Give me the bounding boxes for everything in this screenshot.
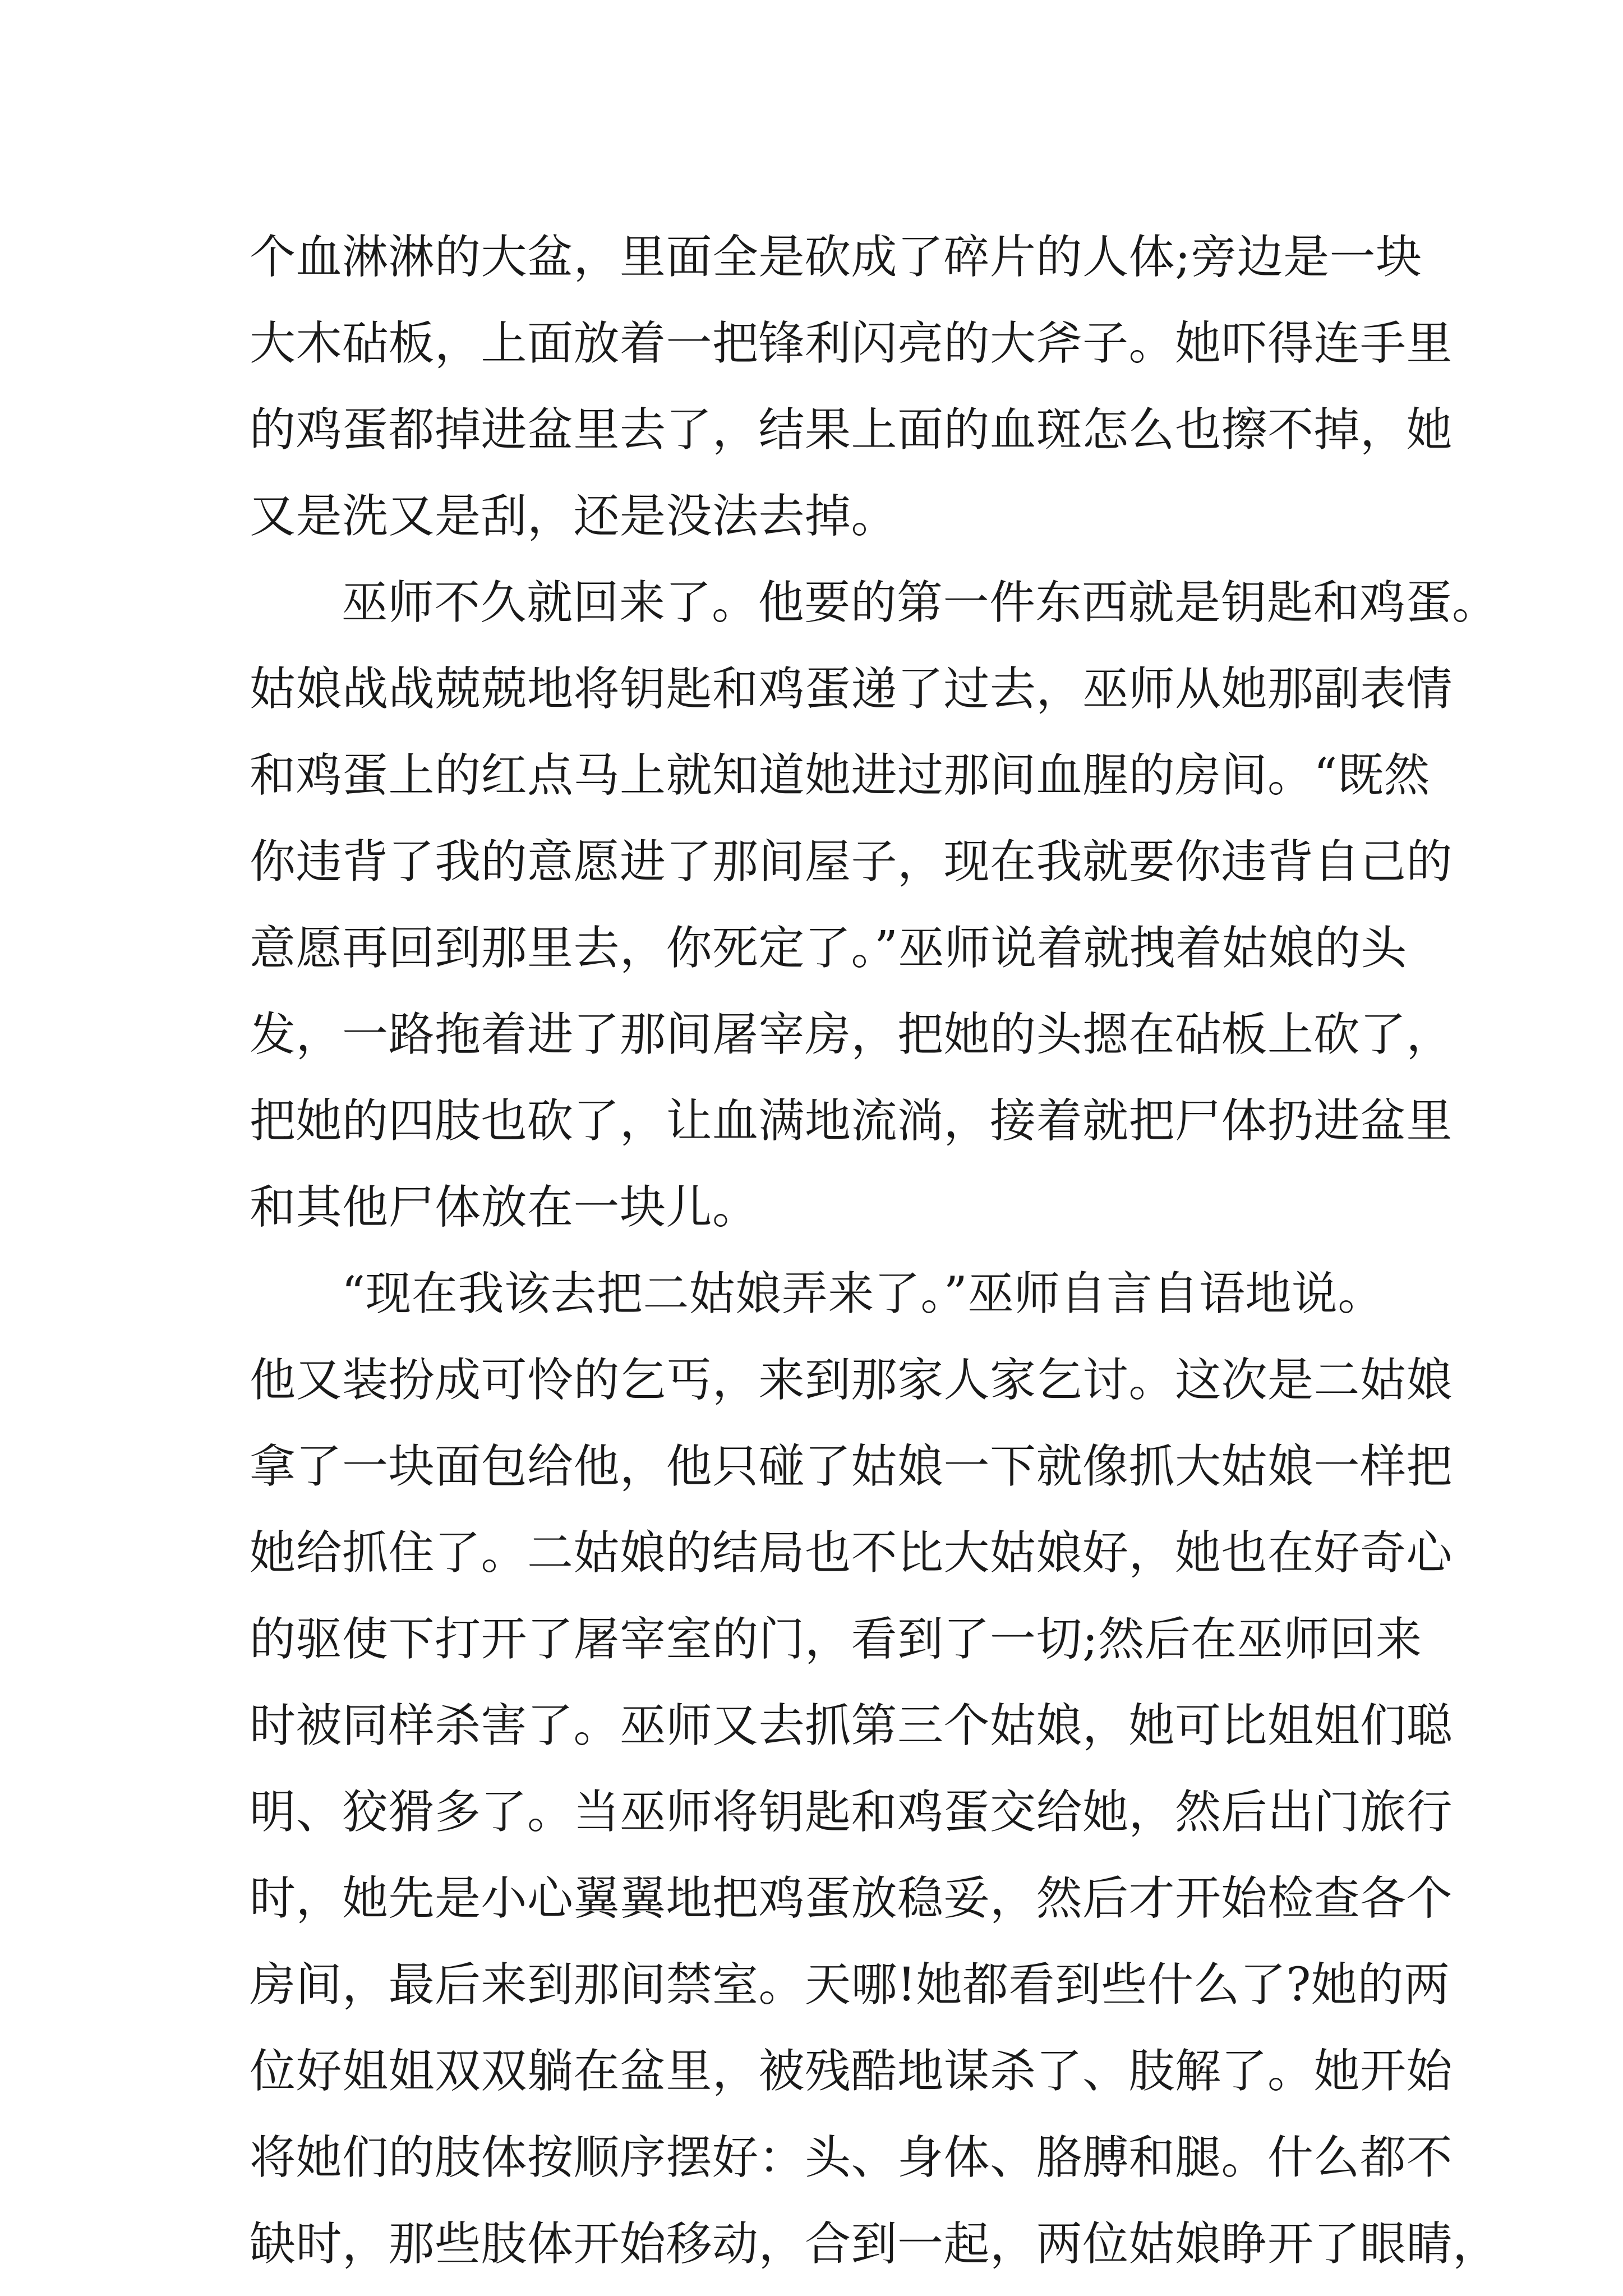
text-line: 和其他尸体放在一块儿。 (250, 1181, 759, 1234)
text-line: 位好姐姐双双躺在盆里，被残酷地谋杀了、肢解了。她开始 (250, 2045, 1453, 2098)
text-line: 时，她先是小心翼翼地把鸡蛋放稳妥，然后才开始检查各个 (250, 1872, 1453, 1925)
text-line: 又是洗又是刮，还是没法去掉。 (250, 490, 898, 543)
text-line: 时被同样杀害了。巫师又去抓第三个姑娘，她可比姐姐们聪 (250, 1699, 1453, 1752)
text-line: 缺时，那些肢体开始移动，合到一起，两位姑娘睁开了眼睛， (250, 2217, 1499, 2271)
text-line: 你违背了我的意愿进了那间屋子，现在我就要你违背自己的 (250, 835, 1453, 889)
paragraph-first-line: “现在我该去把二姑娘弄来了。”巫师自言自语地说。 (342, 1267, 1384, 1320)
paragraph-first-line: 巫师不久就回来了。他要的第一件东西就是钥匙和鸡蛋。 (342, 576, 1498, 629)
text-line: 发，一路拖着进了那间屠宰房，把她的头摁在砧板上砍了， (250, 1008, 1453, 1061)
text-line: 她给抓住了。二姑娘的结局也不比大姑娘好，她也在好奇心 (250, 1526, 1453, 1580)
text-line: 他又装扮成可怜的乞丐，来到那家人家乞讨。这次是二姑娘 (250, 1354, 1453, 1407)
text-line: 将她们的肢体按顺序摆好：头、身体、胳膊和腿。什么都不 (250, 2131, 1453, 2184)
document-page (250, 214, 1499, 2288)
text-line: 明、狡猾多了。当巫师将钥匙和鸡蛋交给她，然后出门旅行 (250, 1786, 1453, 1839)
text-line: 把她的四肢也砍了，让血满地流淌，接着就把尸体扔进盆里 (250, 1094, 1453, 1148)
text-line: 姑娘战战兢兢地将钥匙和鸡蛋递了过去，巫师从她那副表情 (250, 662, 1453, 716)
text-line: 个血淋淋的大盆，里面全是砍成了碎片的人体;旁边是一块 (250, 231, 1422, 284)
text-line: 的驱使下打开了屠宰室的门，看到了一切;然后在巫师回来 (250, 1613, 1422, 1666)
text-line: 大木砧板，上面放着一把锋利闪亮的大斧子。她吓得连手里 (250, 317, 1453, 370)
body-text (250, 214, 1499, 2288)
text-line: 拿了一块面包给他，他只碰了姑娘一下就像抓大姑娘一样把 (250, 1440, 1453, 1493)
text-line: 和鸡蛋上的红点马上就知道她进过那间血腥的房间。“既然 (250, 749, 1430, 802)
text-line: 的鸡蛋都掉进盆里去了，结果上面的血斑怎么也擦不掉，她 (250, 403, 1453, 457)
text-line: 意愿再回到那里去，你死定了。”巫师说着就拽着姑娘的头 (250, 922, 1407, 975)
text-line: 房间，最后来到那间禁室。天哪!她都看到些什么了?她的两 (250, 1958, 1450, 2012)
